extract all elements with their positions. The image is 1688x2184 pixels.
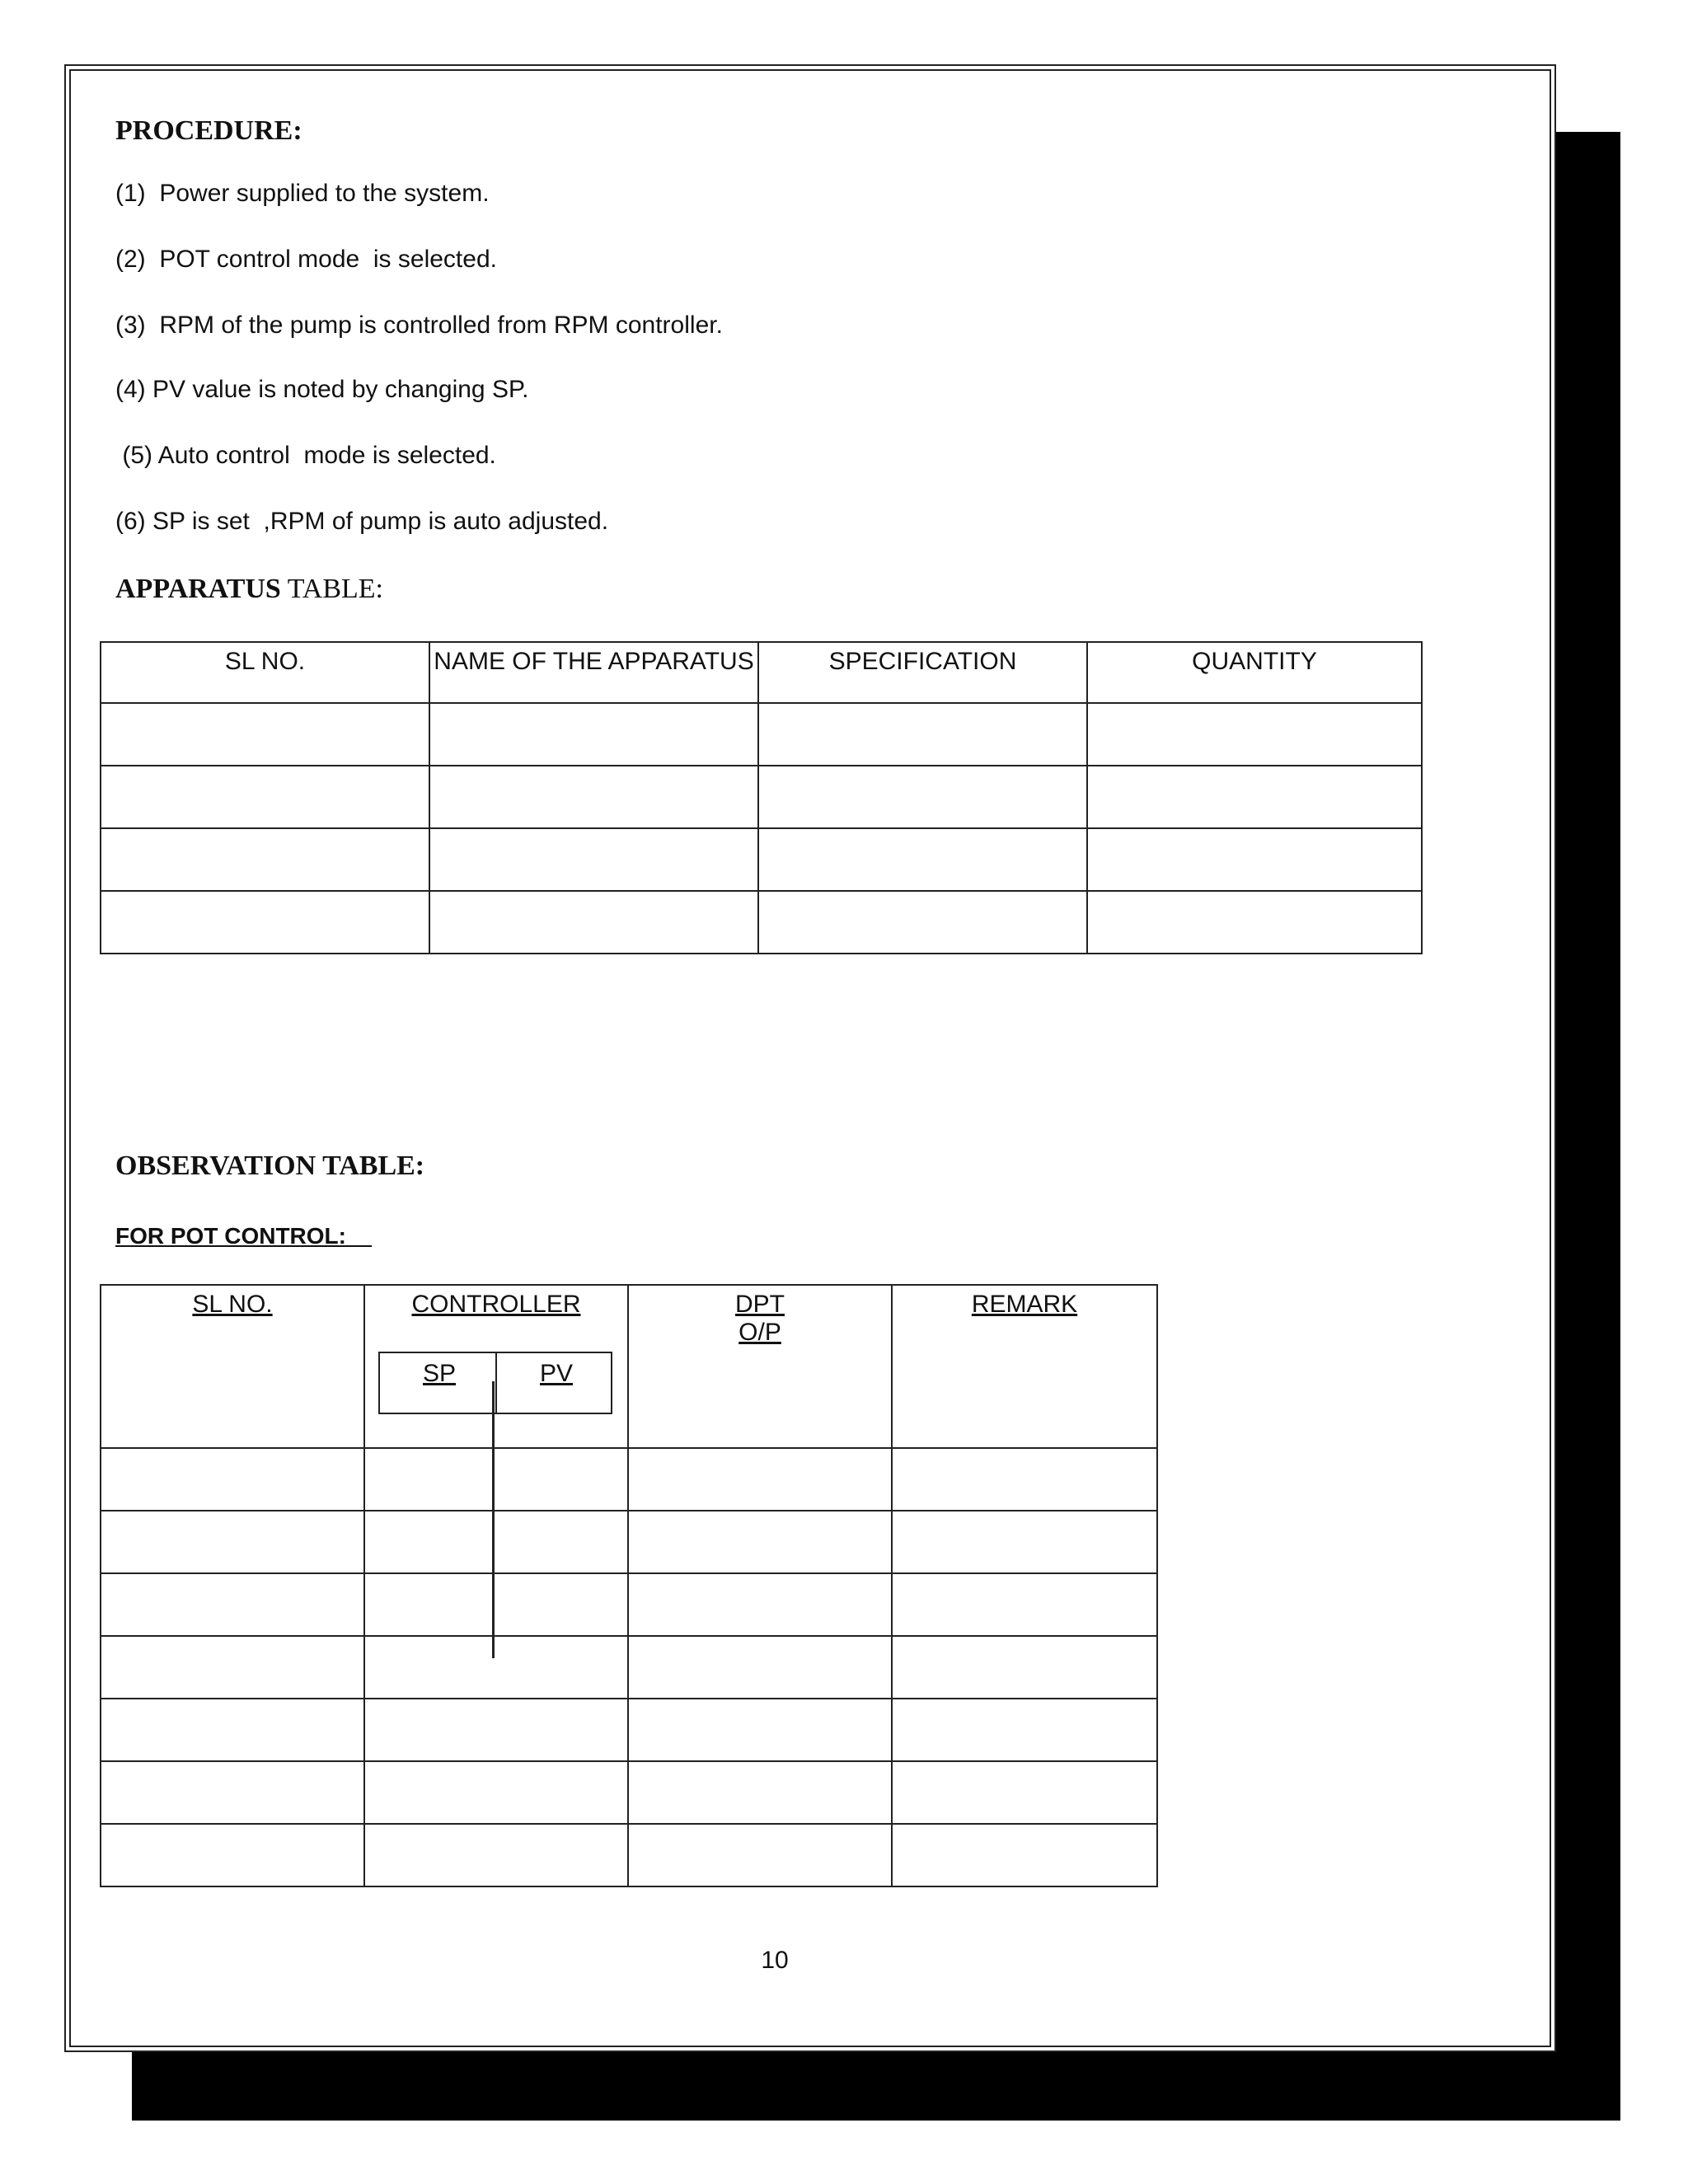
table-cell[interactable] [364,1699,628,1761]
table-row [101,1636,1157,1699]
table-cell[interactable] [892,1824,1157,1886]
table-row [101,1511,1157,1573]
table-row [101,1824,1157,1886]
table-row [101,1573,1157,1636]
table-row [101,1448,1157,1511]
table-cell[interactable] [101,1824,364,1886]
procedure-heading: PROCEDURE: [115,115,302,146]
observation-table-heading: OBSERVATION TABLE: [115,1151,425,1181]
table-cell[interactable] [101,891,429,954]
page-number: 10 [761,1947,789,1974]
table-row [101,766,1422,828]
table-cell[interactable] [101,1448,364,1511]
table-cell[interactable] [1087,891,1422,954]
table-cell[interactable] [429,766,758,828]
table-cell[interactable] [1087,766,1422,828]
apparatus-table [100,641,1423,954]
column-header-remark [892,1285,1157,1448]
table-cell[interactable] [628,1824,892,1886]
sp-pv-divider [495,1352,497,1414]
table-row [101,828,1422,891]
table-cell[interactable] [101,1573,364,1636]
controller-label: CONTROLLER [411,1291,581,1318]
table-cell[interactable] [364,1761,628,1824]
column-header-sl-no [101,1285,364,1448]
table-cell[interactable] [892,1761,1157,1824]
table-cell[interactable] [892,1636,1157,1699]
table-cell[interactable] [892,1699,1157,1761]
procedure-step: (1) Power supplied to the system. [115,180,490,207]
sp-label: SP [423,1360,457,1387]
apparatus-heading-rest: TABLE: [280,574,384,604]
dpt-label: DPT [735,1291,785,1318]
table-cell[interactable] [892,1448,1157,1511]
procedure-step: (3) RPM of the pump is controlled from RPM controller. [115,312,723,339]
table-cell[interactable] [1087,703,1422,766]
table-header-row [101,642,1422,703]
procedure-step: (2) POT control mode is selected. [115,246,497,273]
sp-pv-column-line [492,1381,495,1658]
table-row [101,1699,1157,1761]
table-cell[interactable] [429,828,758,891]
table-cell[interactable] [364,1636,628,1699]
remark-label: REMARK [971,1291,1078,1318]
column-header-dpt [628,1285,892,1448]
pv-label: PV [540,1360,574,1387]
table-cell[interactable] [892,1573,1157,1636]
table-cell[interactable] [628,1761,892,1824]
table-cell[interactable] [628,1511,892,1573]
table-cell[interactable] [1087,828,1422,891]
table-cell[interactable] [101,828,429,891]
table-cell[interactable] [628,1699,892,1761]
table-cell[interactable] [364,1511,628,1573]
table-header-row [101,1285,1157,1448]
table-cell[interactable] [758,891,1087,954]
table-cell[interactable] [758,766,1087,828]
table-cell[interactable] [364,1448,628,1511]
table-cell[interactable] [101,1761,364,1824]
table-cell[interactable] [429,891,758,954]
table-cell[interactable] [364,1573,628,1636]
table-row [101,891,1422,954]
observation-table [100,1284,1158,1887]
table-cell[interactable] [628,1448,892,1511]
dpt-op-label: O/P [738,1319,781,1346]
sl-no-label: SL NO. [192,1291,273,1318]
table-cell[interactable] [101,1511,364,1573]
column-header-apparatus-name: NAME OF THE APPARATUS [429,642,758,703]
table-row [101,703,1422,766]
procedure-step: (5) Auto control mode is selected. [115,442,496,469]
procedure-step: (6) SP is set ,RPM of pump is auto adjusted. [115,508,609,535]
pot-control-subheading: FOR POT CONTROL: [115,1223,373,1249]
table-cell[interactable] [364,1824,628,1886]
column-header-quantity: QUANTITY [1087,642,1422,703]
apparatus-table-heading [115,574,383,605]
table-cell[interactable] [628,1573,892,1636]
table-cell[interactable] [758,703,1087,766]
table-cell[interactable] [101,766,429,828]
table-cell[interactable] [101,1636,364,1699]
apparatus-heading-bold: APPARATUS [115,574,281,604]
table-cell[interactable] [101,703,429,766]
table-cell[interactable] [429,703,758,766]
table-cell[interactable] [101,1699,364,1761]
table-cell[interactable] [628,1636,892,1699]
page-shadow-right [1553,132,1620,2121]
table-row [101,1761,1157,1824]
table-cell[interactable] [892,1511,1157,1573]
page-shadow-bottom [132,2052,1620,2121]
column-header-specification: SPECIFICATION [758,642,1087,703]
table-cell[interactable] [758,828,1087,891]
procedure-step: (4) PV value is noted by changing SP. [115,376,529,403]
column-header-sl-no: SL NO. [101,642,429,703]
